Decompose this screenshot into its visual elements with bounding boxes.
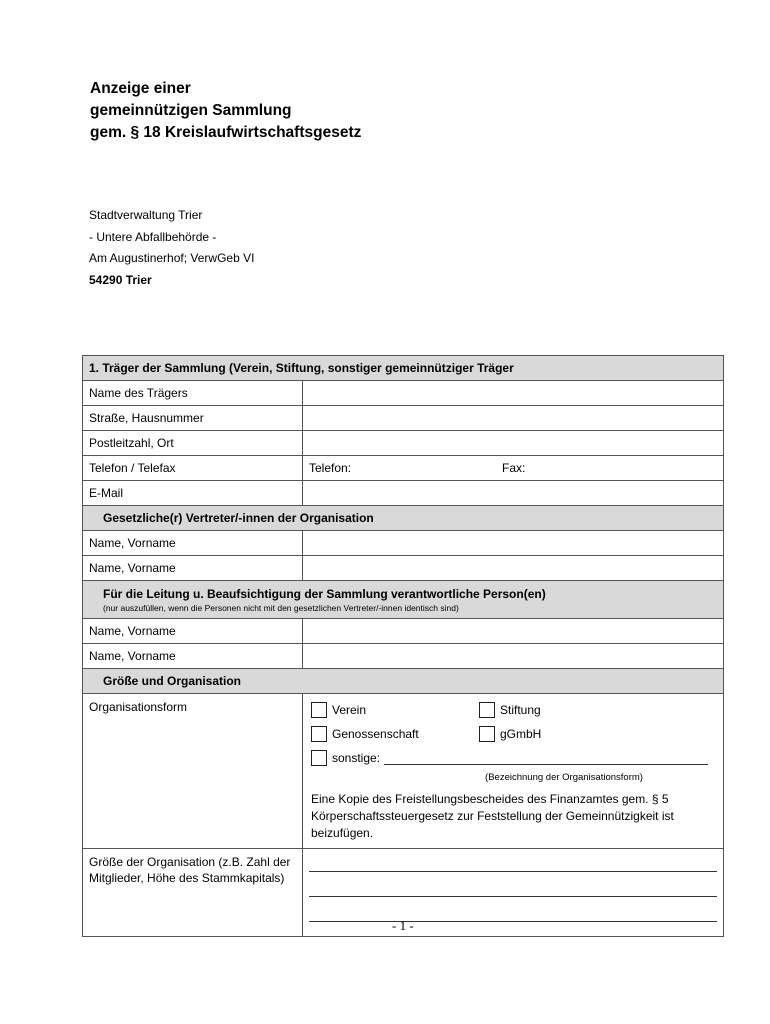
input-email[interactable] [303, 481, 724, 506]
address-line-1: Stadtverwaltung Trier [89, 208, 203, 222]
checkbox-genossenschaft-label: Genossenschaft [332, 727, 419, 741]
label-leitung-name-2: Name, Vorname [83, 644, 303, 669]
label-groesse-organisation: Größe der Organisation (z.B. Zahl der Mitglieder, Höhe des Stammkapitals) [83, 849, 303, 937]
checkbox-sonstige-box[interactable] [311, 750, 327, 766]
checkbox-stiftung-box[interactable] [479, 702, 495, 718]
checkbox-genossenschaft[interactable] [311, 726, 479, 742]
address-line-4: 54290 Trier [89, 272, 152, 287]
title-line-2: gemeinnützigen Sammlung [90, 102, 292, 119]
input-name-traeger[interactable] [303, 381, 724, 406]
section-leitung-header [83, 581, 724, 619]
checkbox-sonstige-label: sonstige: [332, 751, 381, 765]
page-number: - 1 - [392, 918, 414, 933]
registration-form [82, 355, 724, 937]
input-leitung-name-1[interactable] [303, 619, 724, 644]
document-title [90, 78, 361, 144]
label-plz-ort: Postleitzahl, Ort [83, 431, 303, 456]
section-leitung-title: Für die Leitung u. Beaufsichtigung der Sammlung verantwortliche Person(en) [103, 586, 546, 601]
title-line-3: gem. § 18 Kreislaufwirtschaftsgesetz [90, 124, 362, 141]
checkbox-stiftung[interactable] [479, 702, 541, 718]
checkbox-sonstige[interactable] [311, 750, 380, 766]
checkbox-ggmbh-label: gGmbH [500, 727, 542, 741]
groesse-line-2[interactable] [309, 882, 717, 897]
input-leitung-name-2[interactable] [303, 644, 724, 669]
input-strasse[interactable] [303, 406, 724, 431]
input-vertreter-name-2[interactable] [303, 556, 724, 581]
checkbox-stiftung-label: Stiftung [500, 703, 541, 717]
input-telefon-telefax[interactable] [303, 456, 724, 481]
checkbox-verein-box[interactable] [311, 702, 327, 718]
freistellungsbescheid-note: Eine Kopie des Freistellungsbescheides des Finanzamtes gem. § 5 Körperschaftssteuergesetz zur Feststellung der Gemeinnützigkeit ist beizufügen. [311, 792, 674, 840]
address-line-2: - Untere Abfallbehörde - [89, 229, 217, 244]
section-traeger-header: 1. Träger der Sammlung (Verein, Stiftung, sonstiger gemeinnütziger Träger [83, 356, 724, 381]
section-leitung-note: (nur auszufüllen, wenn die Personen nicht mit den gesetzlichen Vertreter/-innen identisch sind) [103, 602, 459, 613]
telefon-label: Telefon: [309, 461, 352, 475]
label-vertreter-name-1: Name, Vorname [83, 531, 303, 556]
checkbox-verein[interactable] [311, 702, 479, 718]
fax-label: Fax: [502, 461, 526, 475]
checkbox-verein-label: Verein [332, 703, 367, 717]
title-line-1: Anzeige einer [90, 80, 191, 97]
label-strasse: Straße, Hausnummer [83, 406, 303, 431]
checkbox-ggmbh[interactable] [479, 726, 541, 742]
organisationsform-options [303, 694, 724, 849]
checkbox-genossenschaft-box[interactable] [311, 726, 327, 742]
label-name-traeger: Name des Trägers [83, 381, 303, 406]
label-email: E-Mail [83, 481, 303, 506]
label-vertreter-name-2: Name, Vorname [83, 556, 303, 581]
recipient-address [89, 205, 254, 291]
groesse-line-1[interactable] [309, 857, 717, 872]
section-vertreter-header: Gesetzliche(r) Vertreter/-innen der Organisation [83, 506, 724, 531]
input-vertreter-name-1[interactable] [303, 531, 724, 556]
label-organisationsform: Organisationsform [83, 694, 303, 849]
organisationsform-caption: (Bezeichnung der Organisationsform) [485, 772, 643, 783]
label-leitung-name-1: Name, Vorname [83, 619, 303, 644]
groesse-organisation-input[interactable] [303, 849, 724, 937]
address-line-3: Am Augustinerhof; VerwGeb VI [89, 251, 255, 265]
section-groesse-header: Größe und Organisation [83, 669, 724, 694]
groesse-line-3[interactable] [309, 907, 717, 922]
sonstige-input-line[interactable] [384, 752, 708, 765]
checkbox-ggmbh-box[interactable] [479, 726, 495, 742]
input-plz-ort[interactable] [303, 431, 724, 456]
label-telefon-telefax: Telefon / Telefax [83, 456, 303, 481]
